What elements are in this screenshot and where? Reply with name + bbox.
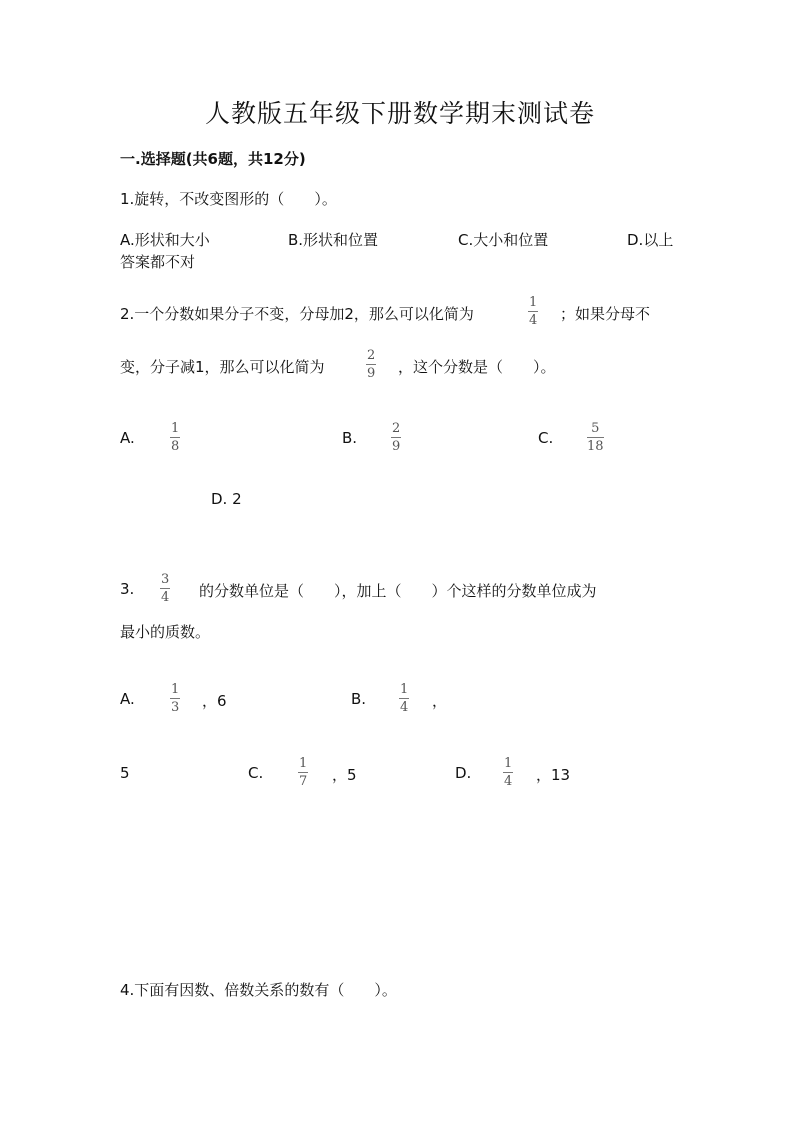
fraction-denominator: 7 — [299, 774, 308, 789]
question-1-option-d-continued: 答案都不对 — [120, 253, 196, 271]
fraction-numerator: 1 — [504, 756, 513, 771]
question-3-option-d: D. — [455, 764, 472, 782]
question-3-option-b-fraction — [399, 683, 409, 714]
question-2-option-c-fraction — [587, 422, 604, 453]
question-3-option-b-continued: 5 — [120, 764, 130, 782]
question-2-option-b-fraction — [391, 422, 401, 453]
fraction-numerator: 5 — [591, 421, 600, 436]
fraction-denominator: 8 — [171, 439, 180, 454]
question-1-option-c: C.大小和位置 — [458, 231, 549, 249]
question-1-stem: 1.旋转，不改变图形的（ ）。 — [120, 190, 337, 208]
fraction-denominator: 4 — [504, 774, 513, 789]
question-3-option-a-fraction — [170, 683, 180, 714]
fraction-denominator: 4 — [161, 590, 170, 605]
question-1-option-a: A.形状和大小 — [120, 231, 210, 249]
fraction-numerator: 1 — [299, 756, 308, 771]
question-2-line-2-tail: ，这个分数是（ ）。 — [398, 358, 556, 376]
question-2-fraction-one-quarter — [528, 296, 538, 327]
question-3-line-2: 最小的质数。 — [120, 623, 211, 641]
fraction-denominator: 3 — [171, 700, 180, 715]
question-3-option-c: C. — [248, 764, 264, 782]
fraction-numerator: 2 — [392, 421, 401, 436]
question-3-option-b-tail: ， — [432, 692, 448, 710]
question-2-option-a: A. — [120, 429, 135, 447]
question-2-fraction-two-ninths — [366, 349, 376, 380]
question-3-option-c-tail: ，5 — [332, 766, 357, 784]
question-1-option-d: D.以上 — [627, 231, 674, 249]
question-3-option-d-tail: ，13 — [536, 766, 571, 784]
question-3-option-a-tail: ，6 — [202, 692, 227, 710]
question-3-fraction-three-quarters — [160, 573, 170, 604]
question-2-line-1-tail: ；如果分母不 — [560, 305, 651, 323]
question-3-line-1: 的分数单位是（ ），加上（ ）个这样的分数单位成为 — [199, 582, 597, 600]
question-3-option-c-fraction — [298, 757, 308, 788]
question-2-option-d: D. 2 — [211, 490, 242, 508]
fraction-numerator: 2 — [367, 348, 376, 363]
fraction-numerator: 1 — [171, 682, 180, 697]
page-title: 人教版五年级下册数学期末测试卷 — [204, 99, 595, 128]
question-2-option-a-fraction — [170, 422, 180, 453]
question-2-option-b: B. — [342, 429, 358, 447]
question-3-option-b: B. — [351, 690, 367, 708]
question-2-line-1: 2.一个分数如果分子不变，分母加2，那么可以化简为 — [120, 305, 474, 323]
fraction-numerator: 1 — [529, 295, 538, 310]
question-2-line-2: 变，分子减1，那么可以化简为 — [120, 358, 325, 376]
fraction-denominator: 4 — [400, 700, 409, 715]
fraction-numerator: 1 — [171, 421, 180, 436]
fraction-denominator: 4 — [529, 313, 538, 328]
question-1-option-b: B.形状和位置 — [288, 231, 379, 249]
section-heading-choice: 一.选择题(共6题，共12分) — [120, 150, 306, 168]
fraction-denominator: 9 — [367, 366, 376, 381]
question-3-option-d-fraction — [503, 757, 513, 788]
question-3-number: 3. — [120, 580, 135, 598]
question-2-option-c: C. — [538, 429, 554, 447]
question-4-stem: 4.下面有因数、倍数关系的数有（ ）。 — [120, 981, 397, 999]
fraction-numerator: 3 — [161, 572, 170, 587]
fraction-denominator: 18 — [587, 439, 604, 454]
fraction-numerator: 1 — [400, 682, 409, 697]
question-3-option-a: A. — [120, 690, 135, 708]
fraction-denominator: 9 — [392, 439, 401, 454]
